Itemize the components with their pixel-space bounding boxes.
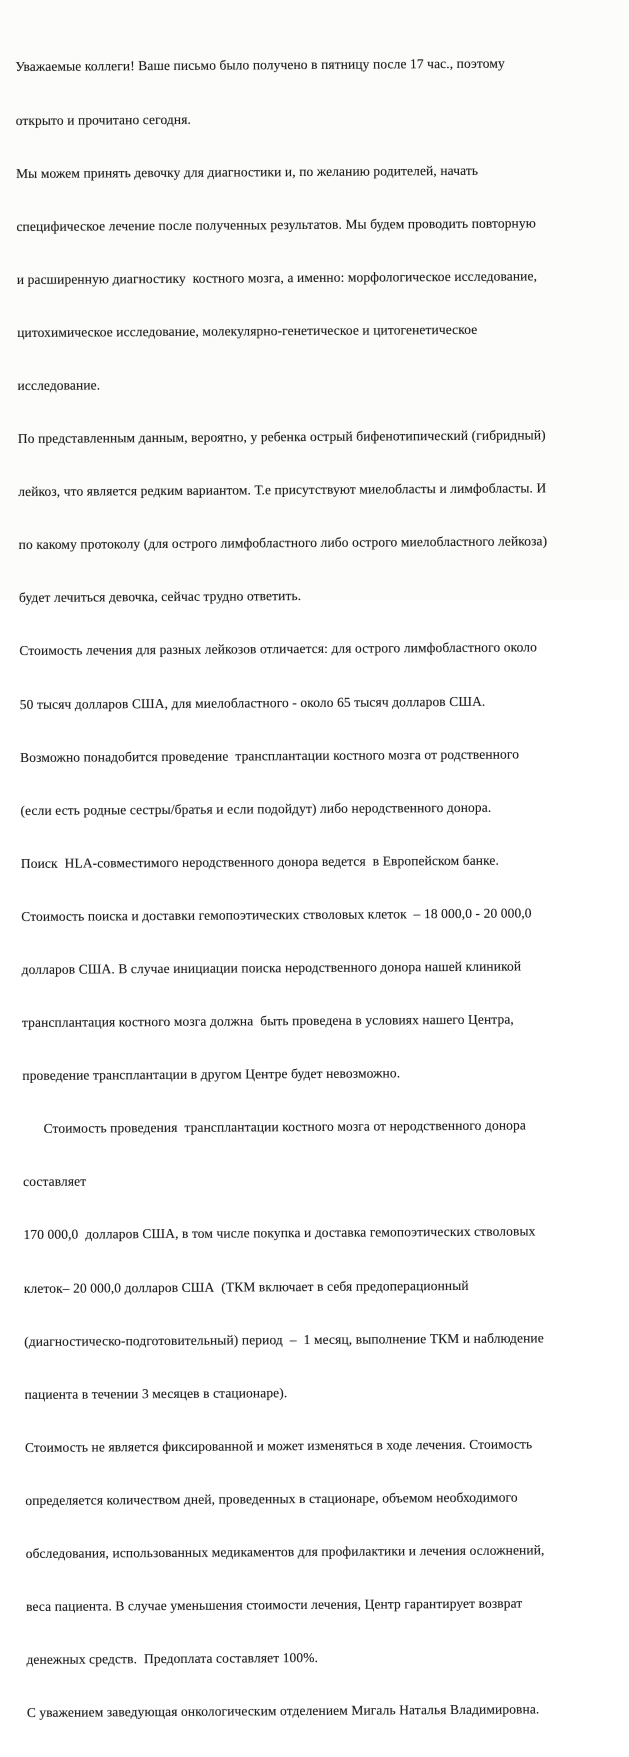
letter-line: определяется количеством дней, проведенных в стационаре, объемом необходимого — [25, 1489, 518, 1508]
letter-line: 170 000,0 долларов США, в том числе покупка и доставка гемопоэтических стволовых — [23, 1223, 536, 1243]
letter-line: Возможно понадобится проведение трансплантации костного мозга от родственного — [20, 746, 520, 765]
letter-line: клеток– 20 000,0 долларов США (ТКМ включает в себя предоперационный — [23, 1277, 469, 1296]
letter-line: и расширенную диагностику костного мозга, а именно: морфологическое исследование, — [16, 268, 538, 287]
letter-line: будет лечиться девочка, сейчас трудно ответить. — [18, 588, 302, 606]
letter-line: 50 тысяч долларов США, для миелобластного - около 65 тысяч долларов США. — [19, 693, 486, 712]
letter-line: Стоимость не является фиксированной и может изменяться в ходе лечения. Стоимость — [24, 1436, 533, 1455]
letter-body — [15, 19, 556, 1757]
letter-line: С уважением заведующая онкологическим отделением Мигаль Наталья Владимировна. — [26, 1701, 540, 1721]
letter-line: (если есть родные сестры/братья и если подойдут) либо неродственного донора. — [20, 799, 492, 818]
letter-line: Уважаемые коллеги! Ваше письмо было получено в пятницу после 17 час., поэтому — [15, 55, 505, 75]
letter-line: исследование. — [17, 377, 101, 393]
letter-line: (диагностическо-подготовительный) период – 1 месяц, выполнение ТКМ и наблюдение — [24, 1329, 544, 1349]
letter-line: По представленным данным, вероятно, у ребенка острый бифенотипический (гибридный) — [17, 427, 546, 447]
letter-line: пациента в течении 3 месяцев в стационаре). — [24, 1384, 288, 1402]
letter-line: специфическое лечение после полученных результатов. Мы будем проводить повторную — [16, 215, 536, 234]
letter-line: открыто и прочитано сегодня. — [15, 111, 192, 128]
letter-line: трансплантация костного мозга должна быть проведена в условиях нашего Центра, — [21, 1011, 514, 1031]
letter-line: Стоимость поиска и доставки гемопоэтических стволовых клеток – 18 000,0 - 20 000,0 — [21, 905, 532, 924]
letter-line: Мы можем принять девочку для диагностики и, по желанию родителей, начать — [15, 162, 479, 181]
letter-line: Стоимость проведения трансплантации костного мозга от неродственного донора — [22, 1117, 526, 1137]
letter-line: лейкоз, что является редким вариантом. Т.е присутствуют миелобласты и лимфобласты. И — [18, 480, 547, 500]
letter-line: составляет — [23, 1173, 87, 1190]
letter-line: долларов США. В случае инициации поиска неродственного донора нашей клиникой — [21, 958, 522, 977]
letter-line: по какому протоколу (для острого лимфобластного либо острого миелобластного лейкоза) — [18, 533, 548, 553]
letter-line: Стоимость лечения для разных лейкозов отличается: для острого лимфобластного около — [19, 639, 537, 659]
letter-line: обследования, использованных медикаментов для профилактики и лечения осложнений, — [25, 1542, 545, 1561]
letter-line: денежных средств. Предоплата составляет 100%. — [26, 1650, 319, 1668]
letter-line: Поиск HLA-совместимого неродственного донора ведется в Европейском банке. — [20, 852, 500, 871]
letter-line: цитохимическое исследование, молекулярно-генетическое и цитогенетическое — [17, 321, 478, 340]
letter-line: проведение трансплантации в другом Центре будет невозможно. — [22, 1065, 401, 1084]
letter-line: веса пациента. В случае уменьшения стоимости лечения, Центр гарантирует возврат — [26, 1595, 523, 1615]
